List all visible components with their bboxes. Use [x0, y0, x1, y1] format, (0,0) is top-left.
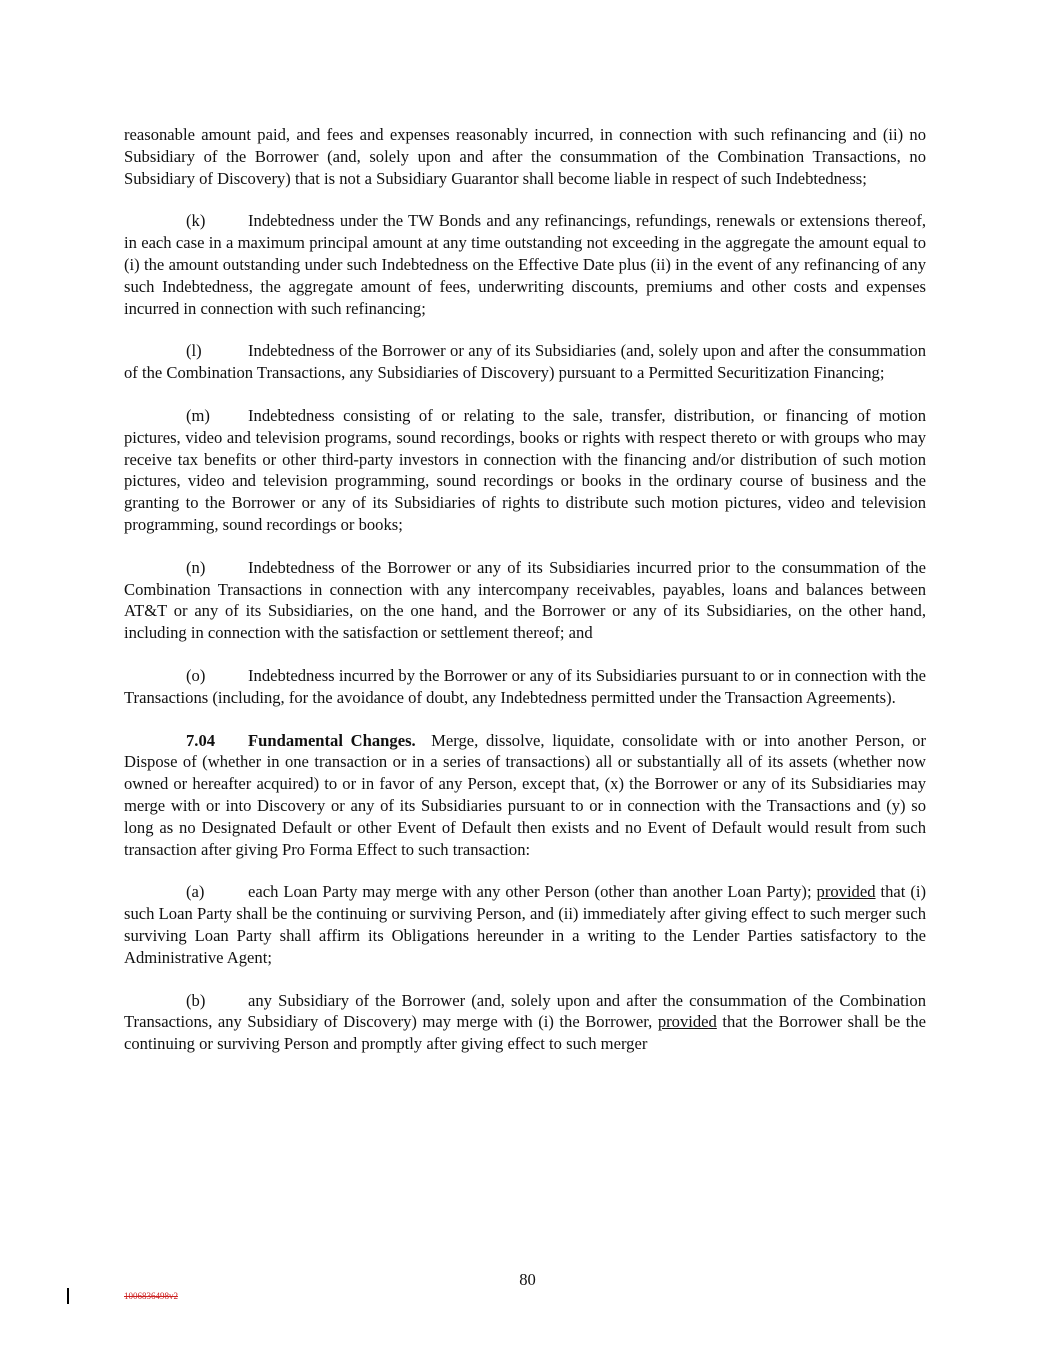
clause-text-continued: that (i) such Loan Party shall be the continuing or surviving Person, and (ii) immediately after giving effect to such merger such surviving Loan Party shall affirm its Obligations hereunder in a writing to the Lender Parties satisfactory to the Administrative Agent;	[124, 882, 926, 967]
clause-text: Indebtedness incurred by the Borrower or any of its Subsidiaries pursuant to or in connection with the Transactions (including, for the avoidance of doubt, any Indebtedness permitted under the Transaction Agreements).	[124, 665, 926, 707]
clause-text: Indebtedness under the TW Bonds and any refinancings, refundings, renewals or extensions thereof, in each case in a maximum principal amount at any time outstanding not exceeding in the aggregate the amount equal to (i) the amount outstanding under such Indebtedness on the Effective Date plus (ii) in the event of any refinancing of any such Indebtedness, the aggregate amount of fees, underwriting discounts, premiums and other costs and expenses incurred in connection with such refinancing;	[124, 211, 926, 318]
revision-change-bar	[67, 1288, 69, 1304]
clause-label: (k)	[186, 211, 206, 231]
clause-label: (b)	[186, 990, 206, 1010]
provided-term: provided	[816, 882, 876, 902]
clause-text: Indebtedness of the Borrower or any of its Subsidiaries (and, solely upon and after the consummation of the Combination Transactions, any Subsidiaries of Discovery) pursuant to a Permitted Securitization Financing;	[124, 341, 926, 383]
clause-label: (m)	[186, 405, 210, 425]
clause-m	[124, 405, 926, 536]
clause-a	[124, 881, 926, 968]
paragraph-continuation	[124, 124, 926, 189]
clause-label: (l)	[186, 341, 202, 361]
clause-k	[124, 210, 926, 319]
clause-text-continued: that the Borrower shall be the continuing or surviving Person and promptly after giving effect to such merger	[124, 1012, 927, 1054]
document-body	[124, 124, 926, 1076]
provided-term: provided	[657, 1012, 717, 1032]
clause-label: (a)	[186, 882, 205, 902]
clause-o	[124, 665, 926, 709]
clause-text: Indebtedness consisting of or relating to the sale, transfer, distribution, or financing of motion pictures, video and television programs, sound recordings, books or rights with respect thereto or with groups who may receive tax benefits or other third-party investors in connection with the financing and/or distribution of such motion pictures, video and television programming, sound recordings or books in the ordinary course of business and the granting to the Borrower or any of its Subsidiaries of rights to distribute such motion pictures, video and television programming, sound recordings or books;	[124, 405, 926, 534]
clause-label: (o)	[186, 665, 206, 685]
section-title: Fundamental Changes.	[248, 730, 416, 750]
clause-b	[124, 990, 926, 1055]
clause-text: Indebtedness of the Borrower or any of its Subsidiaries incurred prior to the consummation of the Combination Transactions in connection with any intercompany receivables, payables, loans and balances between AT&T or any of its Subsidiaries, on the one hand, and the Borrower or any of its Subsidiaries, on the other hand, including in connection with the satisfaction or settlement thereof; and	[124, 557, 926, 643]
document-id: 1006836498v2	[124, 1291, 178, 1301]
page-number: 80	[519, 1270, 536, 1289]
section-7-04	[124, 730, 926, 861]
paragraph-text: reasonable amount paid, and fees and expenses reasonably incurred, in connection with such refinancing and (ii) no Subsidiary of the Borrower (and, solely upon and after the consummation of the Combination Transactions, no Subsidiary of Discovery) that is not a Subsidiary Guarantor shall become liable in respect of such Indebtedness;	[124, 125, 926, 188]
clause-label: (n)	[186, 557, 206, 577]
clause-text: each Loan Party may merge with any other Person (other than another Loan Party);	[248, 882, 812, 902]
section-text: Merge, dissolve, liquidate, consolidate with or into another Person, or Dispose of (whether in one transaction or in a series of transactions) all or substantially all of its assets (whether now owned or hereafter acquired) to or in favor of any Person, except that, (x) the Borrower or any of its Subsidiaries may merge with or into Discovery or any of its Subsidiaries pursuant to or in connection with the Transactions and (y) so long as no Designated Default or other Event of Default then exists and no Event of Default would result from such transaction after giving Pro Forma Effect to such transaction:	[124, 730, 926, 859]
section-number: 7.04	[186, 730, 216, 750]
clause-l	[124, 340, 926, 384]
clause-n	[124, 557, 926, 644]
clause-text: any Subsidiary of the Borrower (and, solely upon and after the consummation of the Combination Transactions, any Subsidiary of Discovery) may merge with (i) the Borrower,	[124, 990, 926, 1032]
